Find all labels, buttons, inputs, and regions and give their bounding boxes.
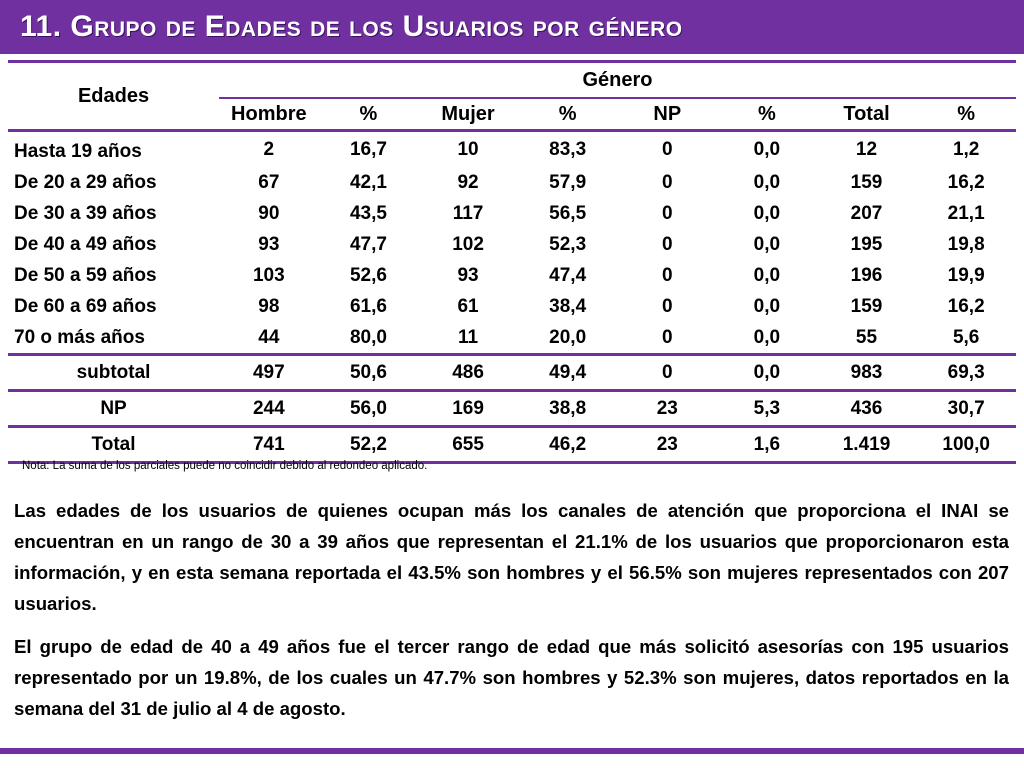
table-cell: 244 bbox=[219, 391, 319, 427]
table-cell: 2 bbox=[263, 138, 275, 160]
table-cell: 93 bbox=[457, 264, 479, 286]
table-cell: 1,2 bbox=[952, 138, 980, 160]
table-cell: 1,6 bbox=[717, 427, 817, 463]
summary-row bbox=[8, 427, 1016, 463]
group-header: Género bbox=[219, 62, 1016, 99]
table-cell: 0,0 bbox=[753, 264, 781, 286]
table-cell: 195 bbox=[850, 233, 883, 255]
age-gender-table bbox=[8, 60, 1016, 464]
table-cell: 46,2 bbox=[518, 427, 618, 463]
table-cell: 47,4 bbox=[549, 264, 587, 286]
table-cell: 0,0 bbox=[753, 202, 781, 224]
table-cell: 12 bbox=[855, 138, 878, 160]
table-cell: 196 bbox=[850, 264, 883, 286]
row-label: Hasta 19 años bbox=[14, 140, 142, 162]
table-cell: 10 bbox=[457, 138, 479, 160]
table-cell: 5,6 bbox=[916, 322, 1016, 355]
table-cell: 23 bbox=[617, 427, 717, 463]
table-cell: 0 bbox=[661, 138, 673, 160]
table-cell: 38,8 bbox=[518, 391, 618, 427]
row-label: De 60 a 69 años bbox=[14, 295, 157, 317]
table-cell: 741 bbox=[219, 427, 319, 463]
table-cell: 0 bbox=[617, 355, 717, 391]
table-cell: 0,0 bbox=[717, 322, 817, 355]
table-cell: 47,7 bbox=[349, 233, 387, 255]
table-cell: 98 bbox=[258, 295, 280, 317]
table-cell: 21,1 bbox=[947, 202, 985, 224]
table-cell: 57,9 bbox=[549, 171, 587, 193]
table-cell: 100,0 bbox=[916, 427, 1016, 463]
table-cell: 5,3 bbox=[717, 391, 817, 427]
table-cell: 0 bbox=[661, 264, 673, 286]
row-label: De 40 a 49 años bbox=[14, 233, 157, 255]
table-cell: 983 bbox=[817, 355, 917, 391]
slide-title: 11. Grupo de Edades de los Usuarios por género bbox=[20, 10, 683, 43]
column-header: Hombre bbox=[219, 98, 319, 131]
table-row bbox=[8, 229, 1016, 260]
table-cell: 486 bbox=[418, 355, 518, 391]
table-cell: 655 bbox=[418, 427, 518, 463]
column-header: % bbox=[916, 98, 1016, 131]
table-cell: 42,1 bbox=[349, 171, 387, 193]
table-cell: 23 bbox=[617, 391, 717, 427]
table-cell: 67 bbox=[258, 171, 280, 193]
table-cell: 0 bbox=[661, 295, 673, 317]
table-row bbox=[8, 167, 1016, 198]
table-cell: 93 bbox=[258, 233, 280, 255]
summary-row-label: NP bbox=[8, 391, 219, 427]
paragraph-2: El grupo de edad de 40 a 49 años fue el tercer rango de edad que más solicitó asesorías con 195 usuarios representado por un 19.8%, de los cuales un 47.7% son hombres y 52.3% son mujeres, datos reportados en la semana del 31 de julio al 4 de agosto. bbox=[14, 636, 1009, 719]
table-cell: 52,3 bbox=[549, 233, 587, 255]
table-cell: 0,0 bbox=[753, 233, 781, 255]
table-cell: 90 bbox=[258, 202, 280, 224]
table-cell: 92 bbox=[457, 171, 479, 193]
table-cell: 1.419 bbox=[817, 427, 917, 463]
table-row bbox=[8, 322, 1016, 355]
bottom-accent-bar bbox=[0, 748, 1024, 754]
table-cell: 103 bbox=[252, 264, 285, 286]
header-row-group bbox=[8, 62, 1016, 99]
row-label: De 50 a 59 años bbox=[14, 264, 157, 286]
column-header: % bbox=[319, 98, 419, 131]
table-cell: 497 bbox=[219, 355, 319, 391]
corner-header: Edades bbox=[8, 62, 219, 131]
column-header: % bbox=[518, 98, 618, 131]
title-bar bbox=[0, 0, 1024, 54]
column-header: % bbox=[717, 98, 817, 131]
table-cell: 0,0 bbox=[717, 355, 817, 391]
column-header: NP bbox=[617, 98, 717, 131]
table-cell: 0,0 bbox=[753, 171, 781, 193]
summary-row bbox=[8, 391, 1016, 427]
table-cell: 0 bbox=[661, 233, 673, 255]
table-cell: 44 bbox=[219, 322, 319, 355]
column-header: Mujer bbox=[418, 98, 518, 131]
row-label: De 20 a 29 años bbox=[14, 171, 157, 193]
table-cell: 61 bbox=[457, 295, 479, 317]
table-cell: 56,5 bbox=[549, 202, 587, 224]
table-row bbox=[8, 131, 1016, 168]
table-cell: 16,7 bbox=[349, 138, 387, 160]
summary-row-label: Total bbox=[8, 427, 219, 463]
row-label: 70 o más años bbox=[8, 322, 219, 355]
table-cell: 52,6 bbox=[349, 264, 387, 286]
table-cell: 16,2 bbox=[947, 295, 985, 317]
table-cell: 0,0 bbox=[753, 295, 781, 317]
table-cell: 0,0 bbox=[753, 138, 781, 160]
summary-row bbox=[8, 355, 1016, 391]
table-cell: 0 bbox=[661, 202, 673, 224]
table-cell: 169 bbox=[418, 391, 518, 427]
table-cell: 55 bbox=[817, 322, 917, 355]
table-cell: 20,0 bbox=[518, 322, 618, 355]
table-cell: 16,2 bbox=[947, 171, 985, 193]
table-cell: 436 bbox=[817, 391, 917, 427]
table-cell: 52,2 bbox=[319, 427, 419, 463]
table-cell: 50,6 bbox=[319, 355, 419, 391]
table-footnote: Nota: La suma de los parciales puede no coincidir debido al redondeo aplicado. bbox=[22, 460, 428, 472]
summary-row-label: subtotal bbox=[8, 355, 219, 391]
table-cell: 38,4 bbox=[549, 295, 587, 317]
paragraph-1: Las edades de los usuarios de quienes ocupan más los canales de atención que proporciona el INAI se encuentran en un rango de 30 a 39 años que representan el 21.1% de los usuarios que proporcionaron esta información, y en esta semana reportada el 43.5% son hombres y el 56.5% son mujeres representados con 207 usuarios. bbox=[14, 500, 1009, 614]
table-cell: 80,0 bbox=[319, 322, 419, 355]
table-cell: 61,6 bbox=[349, 295, 387, 317]
table-cell: 19,9 bbox=[947, 264, 985, 286]
table-cell: 30,7 bbox=[916, 391, 1016, 427]
table-cell: 11 bbox=[418, 322, 518, 355]
table-cell: 49,4 bbox=[518, 355, 618, 391]
row-label: De 30 a 39 años bbox=[14, 202, 157, 224]
table-cell: 102 bbox=[452, 233, 484, 255]
table-cell: 159 bbox=[850, 295, 883, 317]
table-cell: 56,0 bbox=[319, 391, 419, 427]
table-row bbox=[8, 198, 1016, 229]
table-cell: 0 bbox=[661, 171, 673, 193]
table-cell: 69,3 bbox=[916, 355, 1016, 391]
table-row bbox=[8, 291, 1016, 322]
age-gender-table-container bbox=[8, 60, 1016, 464]
table-cell: 159 bbox=[850, 171, 883, 193]
table-cell: 83,3 bbox=[549, 138, 587, 160]
table-cell: 0 bbox=[617, 322, 717, 355]
table-row bbox=[8, 260, 1016, 291]
table-cell: 207 bbox=[850, 202, 883, 224]
table-body bbox=[8, 131, 1016, 463]
column-header: Total bbox=[817, 98, 917, 131]
table-cell: 19,8 bbox=[947, 233, 985, 255]
table-cell: 117 bbox=[452, 202, 484, 224]
table-cell: 43,5 bbox=[349, 202, 387, 224]
